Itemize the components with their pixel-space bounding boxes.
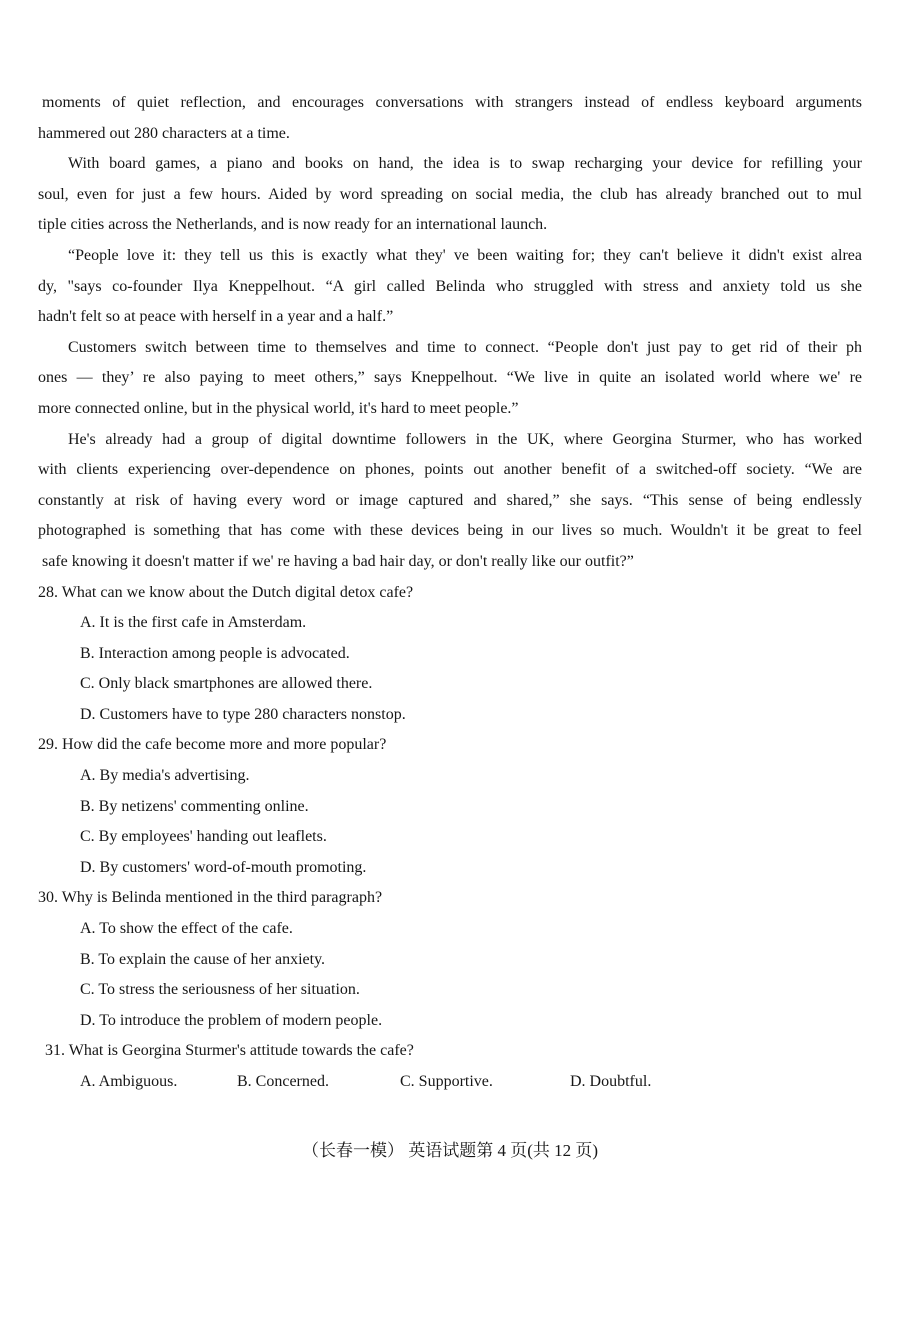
question-28-option-b: B. Interaction among people is advocated. [80, 644, 350, 662]
passage-line: “People love it: they tell us this is exactly what they' ve been waiting for; they can't believe it didn't exist alrea [68, 246, 862, 264]
page-footer: （长春一模） 英语试题第 4 页(共 12 页) [301, 1141, 599, 1160]
question-30-option-b: B. To explain the cause of her anxiety. [80, 950, 326, 968]
passage-line: He's already had a group of digital downtime followers in the UK, where Georgina Sturmer, who has worked [68, 430, 862, 448]
passage-line: With board games, a piano and books on hand, the idea is to swap recharging your device for refilling your [68, 155, 862, 173]
question-29-option-c: C. By employees' handing out leaflets. [80, 828, 327, 846]
question-28-option-d: D. Customers have to type 280 characters nonstop. [80, 705, 406, 723]
passage-line: dy, "says co-founder Ilya Kneppelhout. “A girl called Belinda who struggled with stress and anxiety told us she [38, 277, 862, 295]
passage-line: safe knowing it doesn't matter if we' re having a bad hair day, or don't really like our outfit?” [42, 552, 634, 570]
question-31-option-b: B. Concerned. [237, 1073, 329, 1090]
question-31-options [38, 1067, 862, 1098]
question-31-option-d: D. Doubtful. [570, 1073, 652, 1090]
question-28-option-a: A. It is the first cafe in Amsterdam. [80, 614, 307, 632]
question-31-option-a: A. Ambiguous. [80, 1073, 178, 1090]
question-31-stem: 31. What is Georgina Sturmer's attitude towards the cafe? [45, 1042, 414, 1060]
passage-line: photographed is something that has come with these devices being in our lives so much. Wouldn't it be great to feel [38, 522, 862, 540]
question-29-option-d: D. By customers' word-of-mouth promoting. [80, 858, 367, 876]
passage-line: moments of quiet reflection, and encourages conversations with strangers instead of endless keyboard arguments [42, 94, 862, 111]
passage-line: more connected online, but in the physical world, it's hard to meet people.” [38, 399, 519, 417]
question-29-stem: 29. How did the cafe become more and more popular? [38, 736, 387, 754]
passage-line: Customers switch between time to themselves and time to connect. “People don't just pay to get rid of their ph [68, 338, 862, 356]
question-28-stem: 28. What can we know about the Dutch digital detox cafe? [38, 583, 414, 601]
question-29-option-b: B. By netizens' commenting online. [80, 797, 309, 815]
question-30-option-c: C. To stress the seriousness of her situation. [80, 981, 360, 999]
passage-line: hammered out 280 characters at a time. [38, 124, 290, 142]
passage-line: with clients experiencing over-dependence on phones, points out another benefit of a switched-off society. “We are [38, 461, 862, 479]
question-31-option-c: C. Supportive. [400, 1073, 493, 1090]
passage-line: ones — they’ re also paying to meet others,” says Kneppelhout. “We live in quite an isolated world where we' re [38, 369, 862, 387]
question-30-option-a: A. To show the effect of the cafe. [80, 920, 293, 938]
passage-line: tiple cities across the Netherlands, and is now ready for an international launch. [38, 216, 548, 234]
passage-line: constantly at risk of having every word or image captured and shared,” she says. “This sense of being endlessly [38, 491, 862, 509]
question-30-option-d: D. To introduce the problem of modern people. [80, 1011, 383, 1029]
passage-line: soul, even for just a few hours. Aided by word spreading on social media, the club has already branched out to mul [38, 185, 862, 203]
question-29-option-a: A. By media's advertising. [80, 767, 250, 785]
passage-line: hadn't felt so at peace with herself in a year and a half.” [38, 308, 394, 326]
question-30-stem: 30. Why is Belinda mentioned in the third paragraph? [38, 889, 383, 907]
question-28-option-c: C. Only black smartphones are allowed there. [80, 675, 373, 693]
page-content [38, 88, 862, 1098]
